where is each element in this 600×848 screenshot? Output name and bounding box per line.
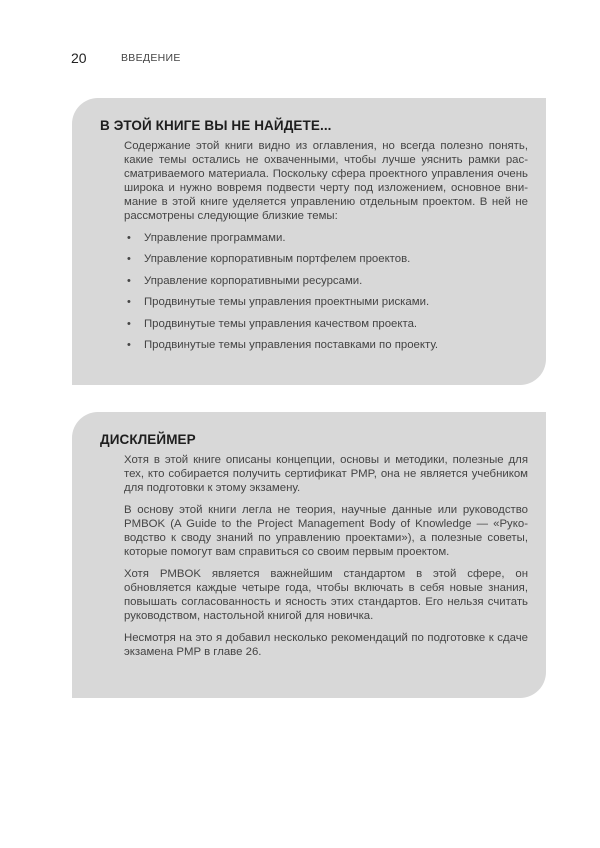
bullet-icon: • [127, 274, 131, 287]
sidebar-box-disclaimer [72, 412, 546, 698]
sidebar-box-not-covered [72, 98, 546, 385]
list-item [124, 317, 528, 338]
list-item-text: Продвинутые темы управления поставками по проекту. [144, 338, 439, 351]
list-item [124, 274, 528, 295]
list-item-text: Продвинутые темы управления проектными рисками. [144, 296, 430, 309]
box-title: ДИСКЛЕЙМЕР [100, 432, 196, 447]
running-title: ВВЕДЕНИЕ [121, 52, 181, 64]
list-item-text: Продвинутые темы управления качеством проекта. [144, 317, 418, 330]
bullet-icon: • [127, 253, 131, 266]
box-paragraph: Содержание этой книги видно из оглавления, но всегда полезно понять, какие темы остались не охваченными, чтобы лучше уяснить рамки рассматриваемого материала. Поскольку сфера проектного управления очень широка и нужно вовремя подвести черту под изложением, основное внимание в этой книге уделяется управлению отдельным проектом. В ней не рассмотрены следующие близкие темы: [124, 140, 528, 222]
list-item-text: Управление программами. [144, 232, 286, 244]
page-number: 20 [71, 50, 87, 66]
topic-list [124, 231, 528, 359]
list-item [124, 252, 528, 273]
bullet-icon: • [127, 317, 131, 330]
bullet-icon: • [127, 232, 131, 244]
bullet-icon: • [127, 296, 131, 309]
box-paragraph: В основу этой книги легла не теория, научные данные или руководство PMBOK (A Guide to the Project Management Body of Knowledge — «Руководство к своду знаний по управлению проектами»), а полезные советы, которые помогут вам справиться со своим первым проектом. [124, 504, 528, 558]
box-paragraph: Хотя PMBOK является важнейшим стандартом в этой сфере, он обновляется каждые четыре года, чтобы включать в себя новые знания, повышать согласованность и ясность этих стандартов. Его нельзя считать руководством, настольной книгой для новичка. [124, 568, 528, 622]
list-item-text: Управление корпоративным портфелем проектов. [144, 253, 411, 266]
box-paragraph: Хотя в этой книге описаны концепции, основы и методики, полезные для тех, кто собирается получить сертификат PMP, она не является учебником для подготовки к этому экзамену. [124, 454, 528, 494]
list-item [124, 295, 528, 316]
box-paragraph: Несмотря на это я добавил несколько рекомендаций по подготовке к сдаче экзамена PMP в главе 26. [124, 632, 528, 658]
list-item [124, 338, 528, 359]
list-item-text: Управление корпоративными ресурсами. [144, 274, 363, 287]
box-title: В ЭТОЙ КНИГЕ ВЫ НЕ НАЙДЕТЕ... [100, 118, 332, 133]
bullet-icon: • [127, 338, 131, 351]
list-item [124, 231, 528, 252]
